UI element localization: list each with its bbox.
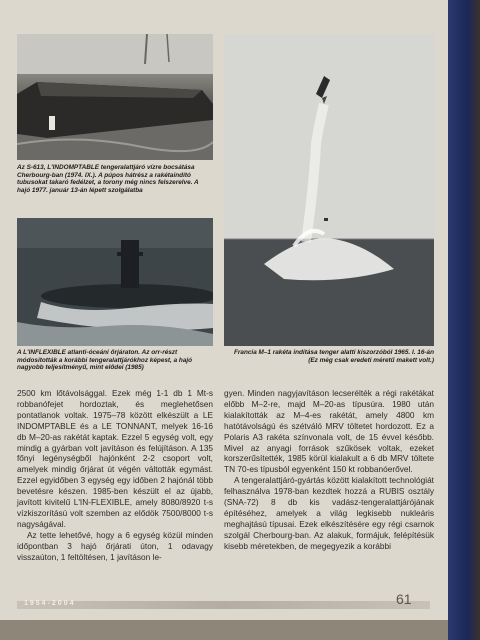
missile-launch-photo <box>224 34 434 346</box>
paragraph: 2500 km lőtávolsággal. Ezek még 1-1 db 1 Mt-s robbanófejet hordoztak, és meglehetősen pontatlanok voltak. 1975–78 között elkészült a LE INDOMPTABLE és a LE TONNANT, melyek 16-16 db M–20-as rakétát kaptak. Ezzel 5 egység volt, egy mindig a gyárban volt javításon és felújításon. A 135 főnyi legénységből hajónként 2-2 csoport volt, amelyek mindig őrjárat út végén váltották egymást. Ezzel egyidőben 3 egység egy időben 2 hajónál több bevetésre készen. 1985-ben készült el az újabb, javított kivitelű L'IN-FLEXIBLE, amely 8080/8920 t-s vízkiszorítású volt szemben az elődök 7500/8000 t-s nagyságával. <box>17 388 213 529</box>
photo2-caption: A L'INFLEXIBLE atlanti-óceáni őrjáraton. Az orr-részt módosították a korábbi tengeralattjárókhoz képest, a hajó nagyobb teljesítményű, mint elődei (1985) <box>17 349 193 372</box>
footer-years: 1954-2004 <box>24 600 76 607</box>
text-column-right <box>224 388 434 552</box>
paragraph: Az tette lehetővé, hogy a 6 egység közül minden időpontban 3 hajó őrjárati úton, 1 odavagy visszaúton, 1 feltöltésen, 1 javításon le- <box>17 529 213 562</box>
table-surface <box>0 620 448 640</box>
footer-band <box>17 601 430 609</box>
text-column-left <box>17 388 213 563</box>
photo1-caption: Az S-613, L'INDOMPTABLE tengeralattjáró vízre bocsátása Cherbourg-ban (1974. IX.). A púpos hátrész a rakétaindító tubusokat takaró fedélzet, a torony még nincs felszerelve. A hajó 1977. január 13-án lépett szolgálatba <box>17 164 199 194</box>
photo3-caption: Francia M–1 rakéta indítása tenger alatti kiszorzóból 1965. I. 16-án (Ez még csak eredeti méretű makett volt.) <box>234 349 434 364</box>
submarine-launch-photo <box>17 34 213 160</box>
paragraph: A tengeralattjáró-gyártás között kialakított technológiát felhasználva 1978-ban kezdtek hozzá a RUBIS osztály (SNA-72) 8 db kis vadász-tengeralattjárójának építéséhez, amelyek a világ legkisebb nukleáris meghajtású típusai. Ezek elkészítésére egy régi csarnok szolgál Cherbourg-ban. Az alakuk, formájuk, felépítésük kisebb méretekben, de megegyezik a korábbi <box>224 475 434 551</box>
book-cover-edge <box>448 0 480 640</box>
paragraph: gyen. Minden nagyjavításon lecserélték a régi rakétákat előbb M–2-re, majd M–20-as típusúra. 1980 után kialakították az M–4-es rakétát, amely 4800 km hatótávolságú és szétváló MRV töltetet hordozott. Ez a Polaris A3 rakéta színvonala volt, de 15 évvel később. Mivel az anyagi források szűkösek voltak, ezeket korszerűsítették, 1985 körül kialakult a 6 db MRV töltete TN 70-es típusból egyenként 150 kt robbanóerővel. <box>224 388 434 475</box>
page-number: 61 <box>396 591 412 607</box>
submarine-surfaced-photo <box>17 218 213 346</box>
